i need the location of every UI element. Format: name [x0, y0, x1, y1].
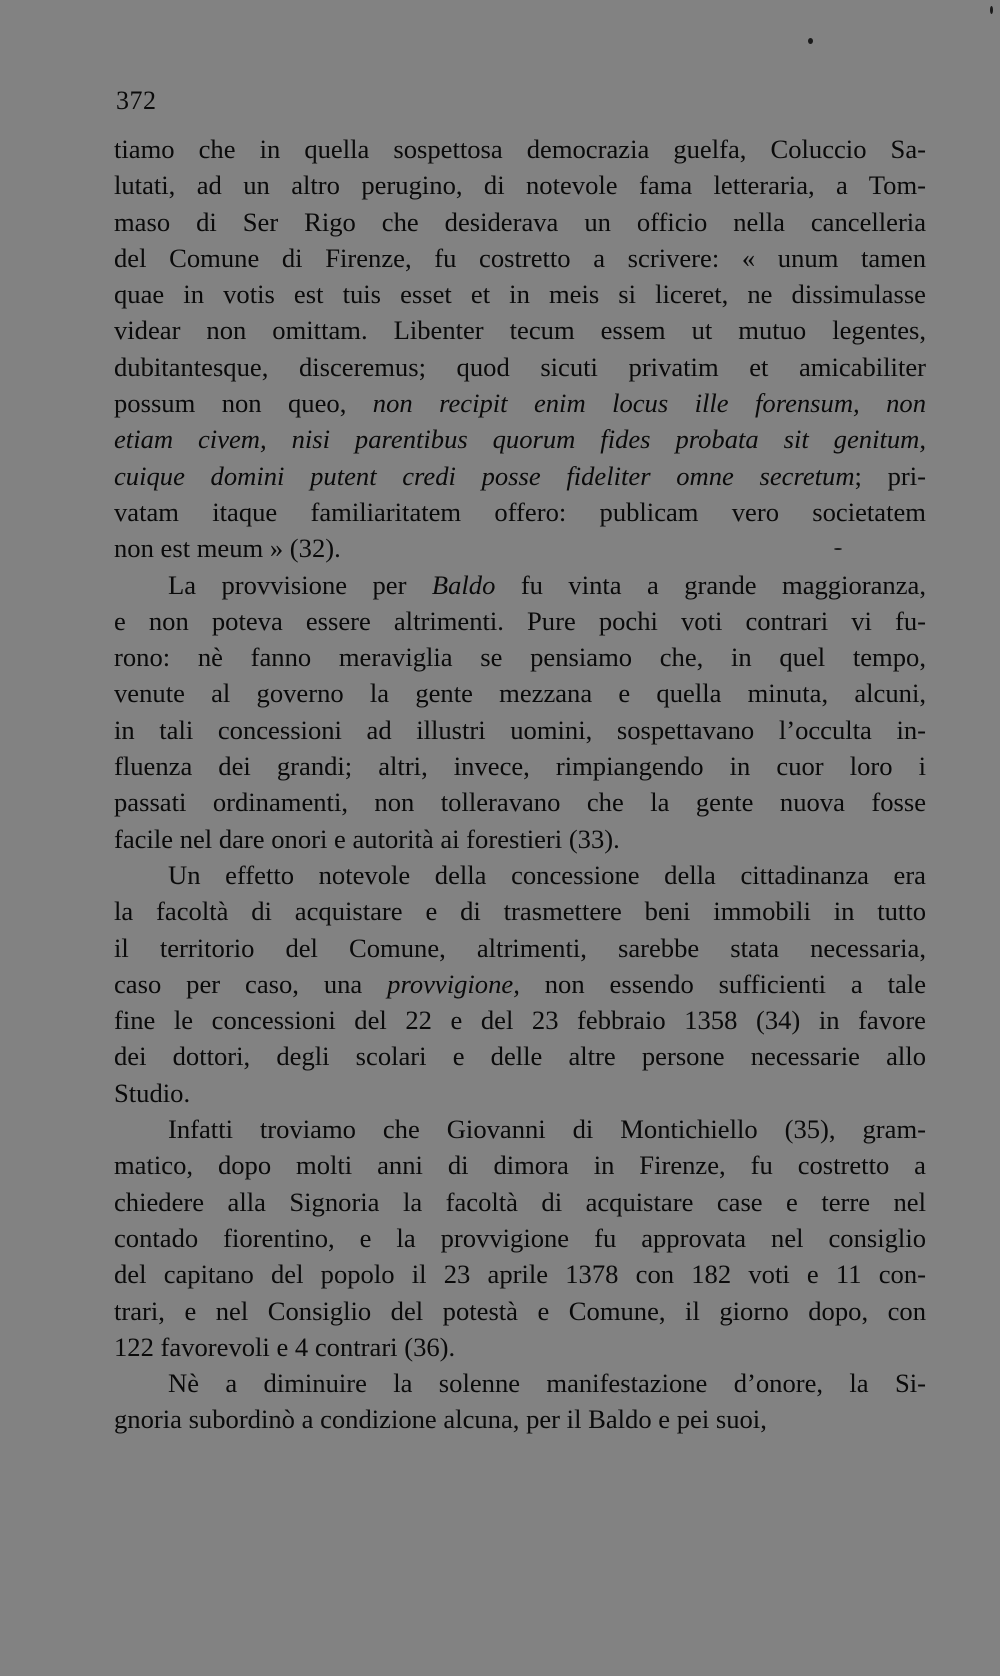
italic-text: etiam civem, nisi parentibus quorum fides probata sit genitum, [114, 424, 926, 455]
italic-text: provvigione, [387, 968, 520, 999]
text-line [114, 639, 926, 675]
text-line [114, 1184, 926, 1220]
text-line [114, 1111, 926, 1147]
text-segment: del capitano del popolo il 23 aprile 1378 con 182 voti e 11 con- [114, 1259, 926, 1290]
text-segment: fluenza dei grandi; altri, invece, rimpiangendo in cuor loro i [114, 751, 926, 782]
text-segment: 122 favorevoli e 4 contrari (36). [114, 1331, 456, 1362]
text-segment: quae in votis est tuis esset et in meis si liceret, ne dissimulasse [114, 279, 926, 310]
text-line [114, 458, 926, 494]
text-segment: rono: nè fanno meraviglia se pensiamo che, in quel tempo, [114, 642, 926, 673]
scan-speck [834, 548, 842, 550]
paragraph [114, 1111, 926, 1365]
text-segment: in tali concessioni ad illustri uomini, sospettavano l’occulta in- [114, 714, 926, 745]
text-segment: Nè a diminuire la solenne manifestazione d’onore, la Si- [168, 1368, 926, 1399]
italic-text: non recipit enim locus ille forensum, non [372, 388, 926, 419]
text-segment: vatam itaque familiaritatem offero: publicam vero societatem [114, 496, 926, 527]
text-segment: caso per caso, una [114, 968, 388, 999]
text-segment: dei dottori, degli scolari e delle altre persone necessarie allo [114, 1041, 926, 1072]
text-line [114, 603, 926, 639]
text-segment: matico, dopo molti anni di dimora in Firenze, fu costretto a [114, 1150, 926, 1181]
text-line [114, 1075, 926, 1111]
text-segment: non essendo sufficienti a tale [519, 968, 926, 999]
text-segment: maso di Ser Rigo che desiderava un officio nella cancelleria [114, 206, 926, 237]
italic-text: cuique domini putent credi posse fideliter omne secretum [114, 460, 855, 491]
text-line [114, 167, 926, 203]
text-line [114, 966, 926, 1002]
text-line [114, 312, 926, 348]
text-segment: trari, e nel Consiglio del potestà e Comune, il giorno dopo, con [114, 1295, 926, 1326]
text-segment: Studio. [114, 1077, 191, 1108]
text-line [114, 1002, 926, 1038]
text-line [114, 821, 926, 857]
text-line [114, 1147, 926, 1183]
text-line [114, 1220, 926, 1256]
text-segment: dubitantesque, disceremus; quod sicuti privatim et amicabiliter [114, 351, 926, 382]
text-segment: La provvisione per [168, 569, 432, 600]
text-line [114, 1256, 926, 1292]
text-line [114, 712, 926, 748]
text-segment: venute al governo la gente mezzana e quella minuta, alcuni, [114, 678, 926, 709]
text-segment: videar non omittam. Libenter tecum essem ut mutuo legentes, [114, 315, 926, 346]
text-line [114, 494, 926, 530]
paragraph [114, 567, 926, 857]
text-line [114, 131, 926, 167]
scan-speck [808, 38, 813, 44]
paragraph [114, 857, 926, 1111]
text-line [114, 784, 926, 820]
text-segment: facile nel dare onori e autorità ai forestieri (33). [114, 823, 620, 854]
text-line [114, 1401, 926, 1437]
text-segment: contado fiorentino, e la provvigione fu approvata nel consiglio [114, 1222, 926, 1253]
text-segment: Infatti troviamo che Giovanni di Montichiello (35), gram- [168, 1114, 926, 1145]
text-segment: la facoltà di acquistare e di trasmettere beni immobili in tutto [114, 896, 926, 927]
text-segment: passati ordinamenti, non tolleravano che la gente nuova fosse [114, 787, 926, 818]
text-segment: chiedere alla Signoria la facoltà di acquistare case e terre nel [114, 1186, 926, 1217]
text-segment: non est meum » (32). [114, 533, 341, 564]
text-segment: Un effetto notevole della concessione della cittadinanza era [168, 859, 926, 890]
text-line [114, 675, 926, 711]
text-line [114, 1329, 926, 1365]
text-segment: gnoria subordinò a condizione alcuna, per il Baldo e pei suoi, [114, 1404, 767, 1435]
text-line [114, 240, 926, 276]
text-line [114, 349, 926, 385]
paragraph [114, 1365, 926, 1438]
text-line [114, 385, 926, 421]
paragraph [114, 131, 926, 567]
text-segment: tiamo che in quella sospettosa democrazia guelfa, Coluccio Sa- [114, 134, 926, 164]
text-line [114, 1038, 926, 1074]
italic-text: Baldo [431, 569, 496, 600]
text-segment: fine le concessioni del 22 e del 23 febbraio 1358 (34) in favore [114, 1005, 926, 1036]
text-line [114, 930, 926, 966]
text-line [114, 421, 926, 457]
text-segment: del Comune di Firenze, fu costretto a scrivere: « unum tamen [114, 242, 926, 273]
text-segment: fu vinta a grande maggioranza, [495, 569, 926, 600]
text-line [114, 567, 926, 603]
page-number: 372 [116, 86, 157, 115]
text-line [114, 530, 926, 566]
text-segment: lutati, ad un altro perugino, di notevole fama letteraria, a Tom- [114, 170, 926, 201]
text-line [114, 1365, 926, 1401]
body-text [114, 131, 926, 1438]
text-line [114, 893, 926, 929]
text-line [114, 857, 926, 893]
text-segment: e non poteva essere altrimenti. Pure pochi voti contrari vi fu- [114, 605, 926, 636]
text-line [114, 748, 926, 784]
text-segment: ; pri- [854, 460, 926, 491]
text-line [114, 204, 926, 240]
text-segment: possum non queo, [114, 388, 373, 419]
text-line [114, 276, 926, 312]
text-line [114, 1293, 926, 1329]
scan-speck [990, 6, 993, 14]
text-segment: il territorio del Comune, altrimenti, sarebbe stata necessaria, [114, 932, 926, 963]
